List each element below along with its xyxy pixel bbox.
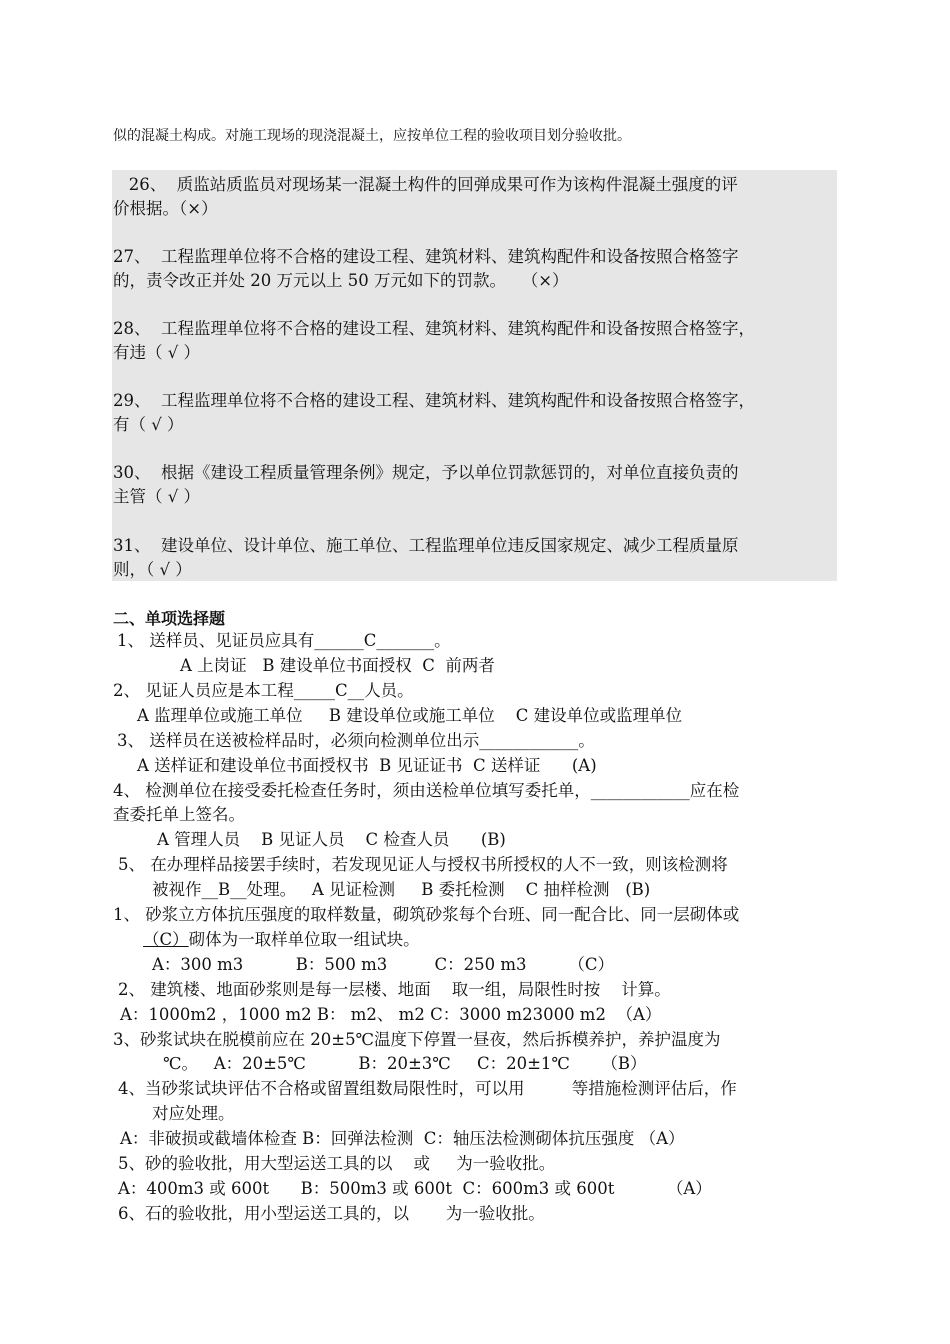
question-text: 砌体为一取样单位取一组试块。 (188, 930, 420, 949)
options-line: A 监理单位或施工单位 B 建设单位或施工单位 C 建设单位或监理单位 (137, 706, 683, 725)
section-title: 二、单项选择题 (113, 609, 226, 628)
answer-blank: _____C__ (293, 681, 365, 700)
question-line: 6、石的验收批，用小型运送工具的，以 为一验收批。 (118, 1204, 545, 1223)
continuation-paragraph: 似的混凝土构成。对施工现场的现浇混凝土，应按单位工程的验收项目划分验收批。 (113, 128, 631, 144)
options-line: ℃。 A：20±5℃ B：20±3℃ C：20±1℃ （B） (163, 1054, 647, 1073)
question-line (113, 680, 414, 702)
options-line: A 上岗证 B 建设单位书面授权 C 前两者 (180, 656, 495, 675)
judgement-item-28 (113, 317, 838, 365)
answer-blank: ______C_______ (314, 631, 435, 650)
question-line: 4、当砂浆试块评估不合格或留置组数局限性时，可以用 等措施检测评估后，作 (118, 1079, 737, 1098)
judgement-line: 则，（ √ ） (113, 560, 192, 579)
question-text: 2、 见证人员应是本工程 (113, 681, 294, 700)
judgement-line: 有（ √ ） (113, 415, 184, 434)
options-line: A：400m3 或 600t B：500m3 或 600t C：600m3 或 600t （A） (118, 1179, 712, 1198)
judgement-line: 27、 工程监理单位将不合格的建设工程、建筑材料、建筑构配件和设备按照合格签字 (113, 247, 739, 266)
answer-blank: __B__ (201, 880, 247, 899)
judgement-line: 有违（ √ ） (113, 343, 201, 362)
options-line: A：非破损或截墙体检查 B：回弹法检测 C：轴压法检测砌体抗压强度 （A） (120, 1129, 685, 1148)
judgement-line: 主管（ √ ） (113, 487, 201, 506)
question-line: 5、 在办理样品接罢手续时，若发现见证人与授权书所授权的人不一致，则该检测将 (118, 855, 728, 874)
options-line: A：1000m2 ，1000 m2 B： m2、 m2 C：3000 m23000 m2 （A） (120, 1005, 662, 1024)
question-text: 被视作 (152, 880, 202, 899)
question-text: 1、 送样员、见证员应具有 (117, 631, 315, 650)
question-text: 处理。 A 见证检测 B 委托检测 C 抽样检测 (B) (246, 880, 651, 899)
question-line: 3、 送样员在送被检样品时，必须向检测单位出示____________。 (117, 731, 595, 750)
judgement-line: 31、 建设单位、设计单位、施工单位、工程监理单位违反国家规定、减少工程质量原 (113, 536, 739, 555)
question-line (152, 879, 650, 901)
judgement-item-27 (113, 245, 838, 293)
options-line: A 管理人员 B 见证人员 C 检查人员 (B) (157, 830, 506, 849)
question-line: 对应处理。 (152, 1104, 235, 1123)
judgement-item-29 (113, 389, 838, 437)
question-line (117, 630, 451, 652)
judgement-line: 29、 工程监理单位将不合格的建设工程、建筑材料、建筑构配件和设备按照合格签字， (113, 391, 755, 410)
judgement-item-26 (113, 173, 838, 221)
question-text: 。 (434, 631, 451, 650)
judgement-item-31 (113, 534, 838, 582)
options-line: A：300 m3 B：500 m3 C：250 m3 （C） (152, 955, 615, 974)
question-line: 查委托单上签名。 (113, 805, 245, 824)
judgement-item-30 (113, 461, 838, 509)
question-line (143, 929, 420, 951)
judgement-line: 28、 工程监理单位将不合格的建设工程、建筑材料、建筑构配件和设备按照合格签字， (113, 319, 755, 338)
options-line: A 送样证和建设单位书面授权书 B 见证证书 C 送样证 (A) (137, 756, 597, 775)
question-line: 2、 建筑楼、地面砂浆则是每一层楼、地面 取一组，局限性时按 计算。 (118, 980, 671, 999)
judgement-line: 30、 根据《建设工程质量管理条例》规定，予以单位罚款惩罚的，对单位直接负责的 (113, 463, 739, 482)
question-line: 1、 砂浆立方体抗压强度的取样数量，砌筑砂浆每个台班、同一配合比、同一层砌体或 (113, 905, 740, 924)
judgement-line: 26、 质监站质监员对现场某一混凝土构件的回弹成果可作为该构件混凝土强度的评 (113, 175, 738, 194)
question-line: 4、 检测单位在接受委托检查任务时，须由送检单位填写委托单，____________应在检 (113, 781, 740, 800)
question-line: 5、砂的验收批，用大型运送工具的以 或 为一验收批。 (118, 1154, 556, 1173)
shaded-judgement-block (112, 170, 837, 581)
question-line: 3、砂浆试块在脱模前应在 20±5℃温度下停置一昼夜，然后拆模养护，养护温度为 (113, 1030, 721, 1049)
judgement-line: 价根据。（×） (113, 199, 218, 218)
answer-blank: （C） (143, 930, 189, 949)
judgement-line: 的，责令改正并处 20 万元以上 50 万元如下的罚款。 （×） (113, 271, 569, 290)
question-text: 人员。 (364, 681, 414, 700)
